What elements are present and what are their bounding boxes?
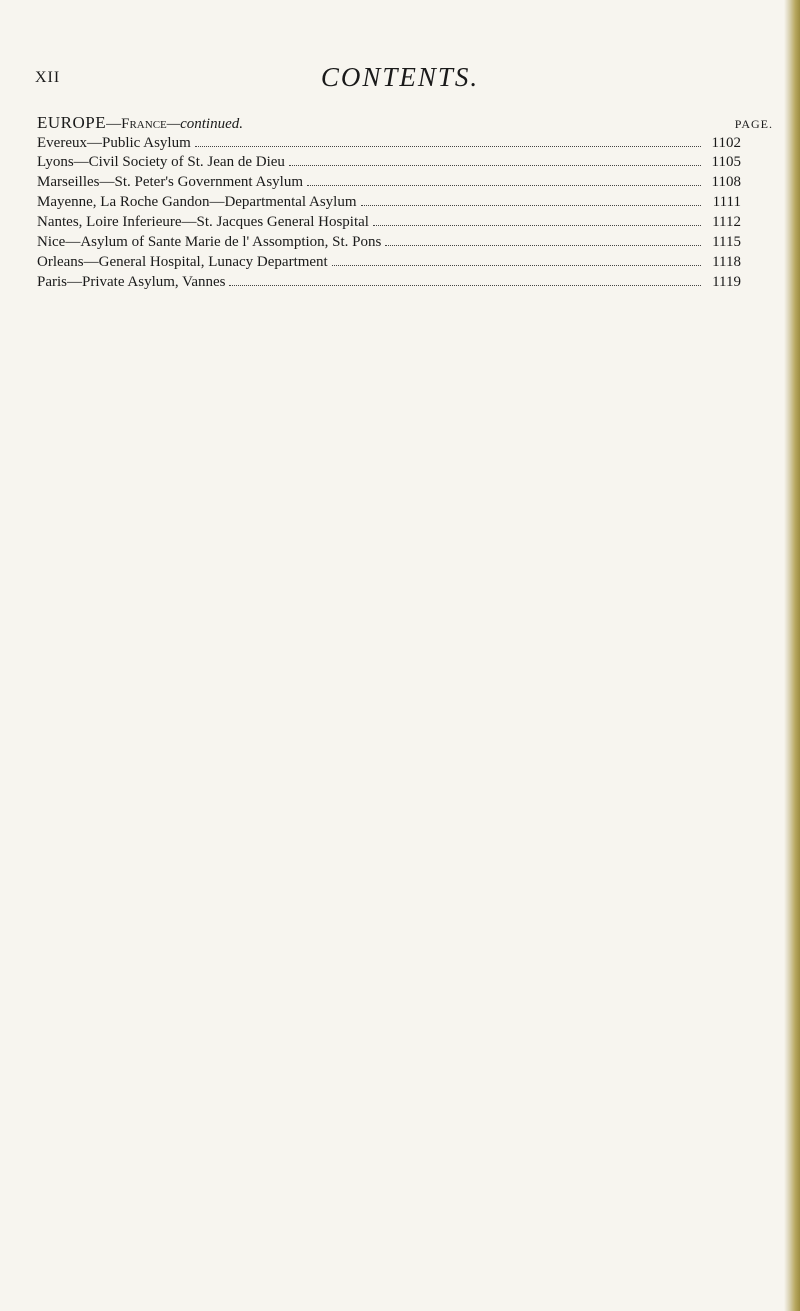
entry-page-number: 1118 [712,254,741,270]
toc-entry [37,171,741,191]
entry-title: Lyons—Civil Society of St. Jean de Dieu [37,154,285,170]
toc-entry [37,191,741,211]
dot-leader [289,151,701,166]
toc-entry [37,251,741,271]
entry-page-number: 1102 [711,135,741,151]
dot-leader [307,171,701,186]
entry-page-number: 1111 [712,194,741,210]
dot-leader [373,211,701,226]
dot-leader [332,251,701,266]
toc-entry [37,271,741,291]
section-region: EUROPE [37,113,107,132]
entry-title: Paris—Private Asylum, Vannes [37,274,226,290]
dot-leader [385,231,701,246]
entry-page-number: 1119 [712,274,741,290]
entry-title: Evereux—Public Asylum [37,135,191,151]
entry-title: Mayenne, La Roche Gandon—Departmental Asylum [37,194,357,210]
entry-title: Nantes, Loire Inferieure—St. Jacques General Hospital [37,214,369,230]
dot-leader [195,132,701,147]
entry-title: Orleans—General Hospital, Lunacy Department [37,254,328,270]
running-title: CONTENTS. [320,62,480,92]
section-continued: —continued. [166,116,243,132]
entry-page-number: 1108 [711,174,741,190]
entry-page-number: 1115 [712,234,741,250]
dot-leader [361,191,702,206]
entry-title: Marseilles—St. Peter's Government Asylum [37,174,304,190]
toc-entry [37,231,741,251]
entry-page-number: 1112 [712,214,741,230]
entry-page-number: 1105 [711,154,741,170]
page-folio: XII [35,69,61,86]
entry-title: Nice—Asylum of Sante Marie de l' Assomption, St. Pons [37,234,382,250]
toc-entry [37,151,741,171]
section-country: —France [106,116,167,132]
toc-entry [37,211,741,231]
toc-entry [37,132,741,152]
dot-leader [229,271,701,286]
page-column-label: PAGE. [734,117,773,131]
